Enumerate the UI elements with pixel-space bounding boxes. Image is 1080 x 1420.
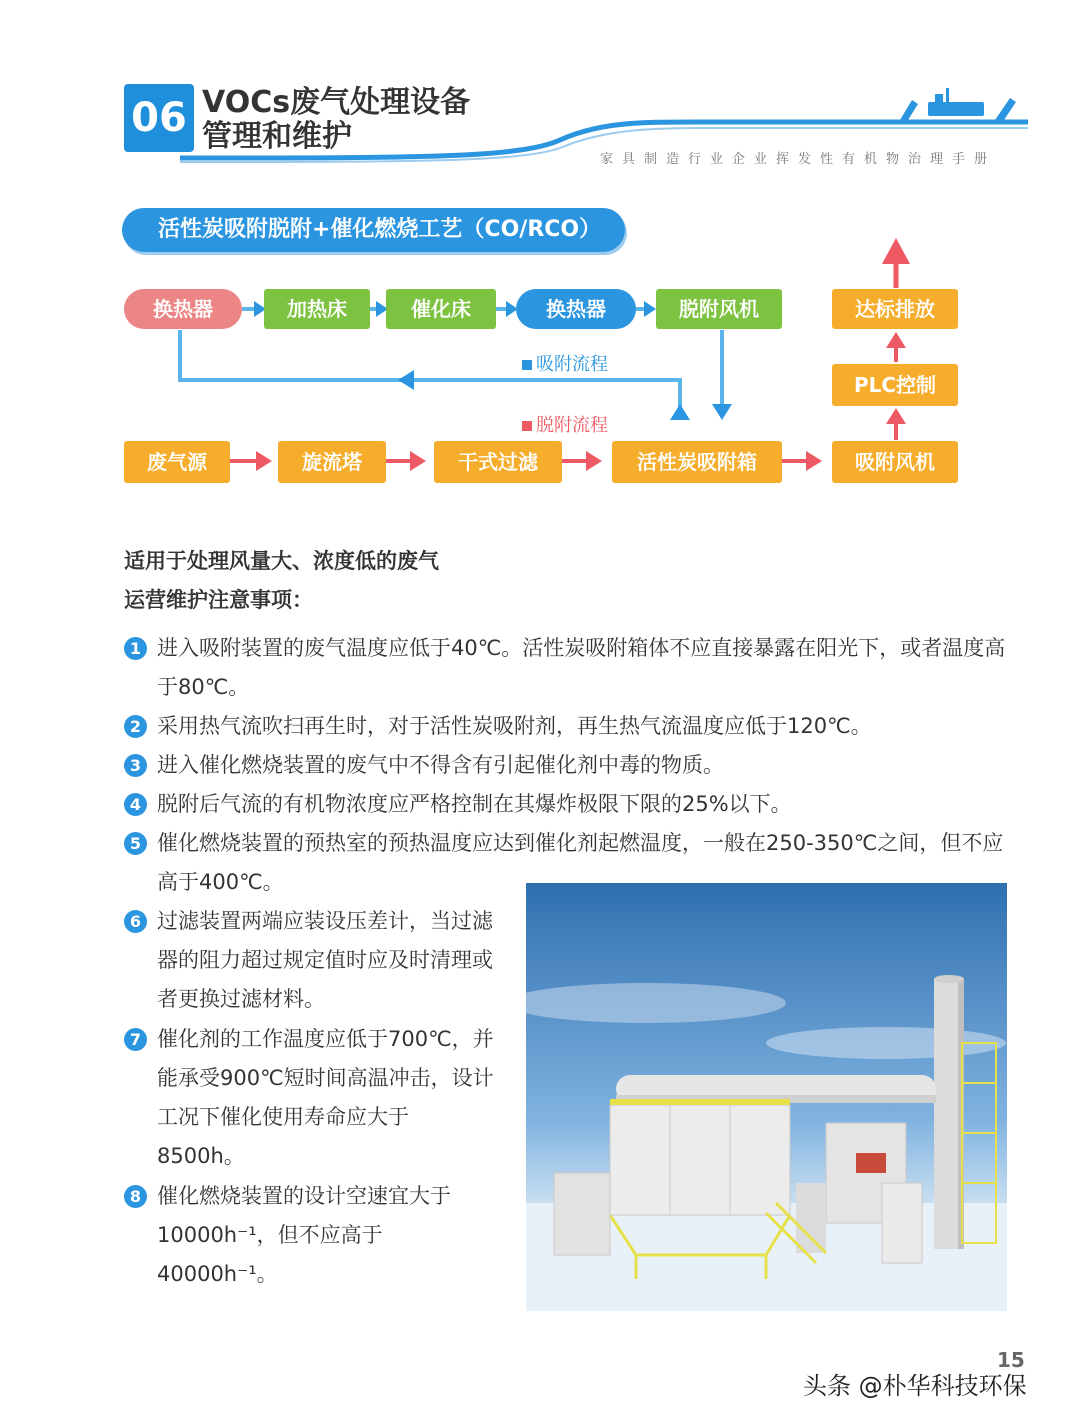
node-waste-gas-source: 废气源 xyxy=(124,441,230,483)
node-plc-control: PLC控制 xyxy=(832,364,958,406)
book-title: 家具制造行业企业挥发性有机物治理手册 xyxy=(600,152,997,167)
node-heat-exchanger-1: 换热器 xyxy=(124,289,242,329)
list-item xyxy=(124,785,1024,824)
node-desorption-fan: 脱附风机 xyxy=(656,289,782,329)
list-item xyxy=(124,746,1024,785)
node-dry-filter: 干式过滤 xyxy=(434,441,562,483)
watermark: 头条 @朴华科技环保 xyxy=(803,1372,1027,1400)
item-number-badge: 3 xyxy=(124,754,147,777)
item-number-badge: 2 xyxy=(124,715,147,738)
section-number-badge: 06 xyxy=(124,84,194,152)
legend-adsorption xyxy=(522,350,608,376)
list-item xyxy=(124,707,1024,746)
process-title-pill: 活性炭吸附脱附+催化燃烧工艺（CO/RCO） xyxy=(122,208,625,252)
list-item xyxy=(124,1020,494,1176)
item-text: 采用热气流吹扫再生时，对于活性炭吸附剂，再生热气流温度应低于120℃。 xyxy=(157,714,872,738)
node-carbon-adsorption-box: 活性炭吸附箱 xyxy=(612,441,782,483)
list-item xyxy=(124,902,494,1019)
legend-adsorption-swatch xyxy=(522,360,532,370)
item-text: 进入催化燃烧装置的废气中不得含有引起催化剂中毒的物质。 xyxy=(157,753,724,777)
node-cyclone-tower: 旋流塔 xyxy=(278,441,386,483)
legend-adsorption-label: 吸附流程 xyxy=(536,354,608,375)
legend-desorption-label: 脱附流程 xyxy=(536,415,608,436)
intro-notes-heading: 运营维护注意事项： xyxy=(124,588,313,612)
node-heat-exchanger-2: 换热器 xyxy=(516,289,636,329)
item-number-badge: 4 xyxy=(124,793,147,816)
node-discharge: 达标排放 xyxy=(832,289,958,329)
item-text: 过滤装置两端应装设压差计，当过滤器的阻力超过规定值时应及时清理或者更换过滤材料。 xyxy=(157,909,493,1011)
node-catalytic-bed: 催化床 xyxy=(386,289,496,329)
item-number-badge: 7 xyxy=(124,1028,147,1051)
item-text: 脱附后气流的有机物浓度应严格控制在其爆炸极限下限的25%以下。 xyxy=(157,792,792,816)
legend-desorption xyxy=(522,411,608,437)
item-number-badge: 1 xyxy=(124,637,147,660)
item-text: 催化剂的工作温度应低于700℃，并能承受900℃短时间高温冲击，设计工况下催化使用寿命应大于8500h。 xyxy=(157,1027,494,1168)
node-adsorption-fan: 吸附风机 xyxy=(832,441,958,483)
item-text: 催化燃烧装置的设计空速宜大于10000h⁻¹，但不应高于40000h⁻¹。 xyxy=(157,1184,451,1286)
equipment-illustration xyxy=(526,883,1007,1311)
item-text: 催化燃烧装置的预热室的预热温度应达到催化剂起燃温度，一般在250-350℃之间，但不应高于400℃。 xyxy=(157,831,1004,894)
item-number-badge: 5 xyxy=(124,832,147,855)
section-title: VOCs废气处理设备 管理和维护 xyxy=(202,85,471,154)
item-number-badge: 6 xyxy=(124,910,147,933)
intro-applicability: 适用于处理风量大、浓度低的废气 xyxy=(124,549,439,573)
node-heating-bed: 加热床 xyxy=(264,289,370,329)
item-text: 进入吸附装置的废气温度应低于40℃。活性炭吸附箱体不应直接暴露在阳光下，或者温度高于80℃。 xyxy=(157,636,1006,699)
legend-desorption-swatch xyxy=(522,421,532,431)
item-number-badge: 8 xyxy=(124,1185,147,1208)
page-number: 15 xyxy=(997,1348,1025,1372)
list-item xyxy=(124,629,1024,707)
list-item xyxy=(124,1177,494,1294)
